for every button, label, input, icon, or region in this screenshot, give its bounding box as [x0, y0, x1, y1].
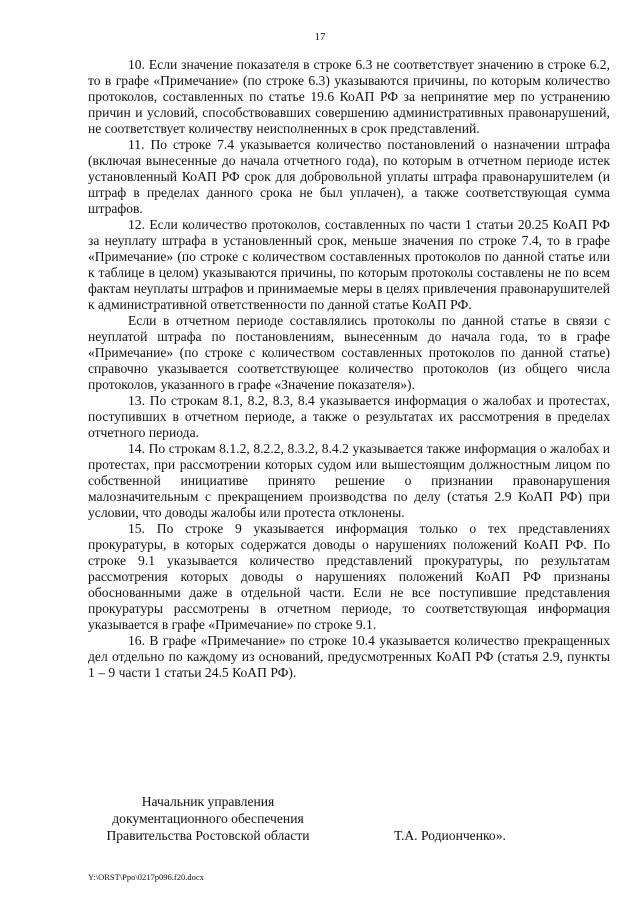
paragraph-16: 16. В графе «Примечание» по строке 10.4 указывается количество прекращенных дел отдельно по каждому из оснований, предусмотренных КоАП РФ (статья 2.9, пункты 1 – 9 части 1 статьи 24.5 КоАП РФ). — [88, 633, 610, 680]
document-body — [88, 57, 610, 681]
signatory-position-line-3: Правительства Ростовской области — [106, 828, 310, 843]
paragraph-13: 13. По строкам 8.1, 8.2, 8.3, 8.4 указывается информация о жалобах и протестах, поступивших в отчетном периоде, а также о результатах их рассмотрения в пределах отчетного периода. — [88, 393, 610, 440]
paragraph-15: 15. По строке 9 указывается информация только о тех представлениях прокуратуры, в которых содержатся доводы о нарушениях положений КоАП РФ. По строке 9.1 указывается количество представлений прокуратуры, по результатам рассмотрения которых доводы о нарушениях положений КоАП РФ признаны обоснованными даже в отдельной части. Если не все поступившие представления прокуратуры рассмотрены в отчетном периоде, то соответствующая информация указывается в графе «Примечание» по строке 9.1. — [88, 521, 610, 632]
paragraph-12: 12. Если количество протоколов, составленных по части 1 статьи 20.25 КоАП РФ за неуплату штрафа в установленный срок, меньше значения по строке 7.4, то в графе «Примечание» (по строке с количеством составленных протоколов по данной статье или к таблице в целом) указываются причины, по которым протоколы составлены не по всем фактам неуплаты штрафов и принимаемые меры в целях привлечения правонарушителей к административной ответственности по данной статье КоАП РФ. — [88, 217, 610, 312]
signatory-position-line-2: документационного обеспечения — [112, 811, 304, 826]
paragraph-12-continued: Если в отчетном периоде составлялись протоколы по данной статье в связи с неуплатой штрафа по постановлениям, вынесенным до начала года, то в графе «Примечание» (по строке с количеством составленных протоколов по данной статье) справочно указывается соответствующее количество протоколов (из общего числа протоколов, указанного в графе «Значение показателя»). — [88, 313, 610, 392]
page-number: 17 — [314, 31, 326, 43]
file-path-footer: Y:\ORST\Ppo\0217p096.f20.docx — [88, 872, 204, 882]
paragraph-14: 14. По строкам 8.1.2, 8.2.2, 8.3.2, 8.4.2 указывается также информация о жалобах и протестах, при рассмотрении которых судом или вышестоящим должностным лицом по собственной инициативе принято решение о признании правонарушения малозначительным с прекращением производства по делу (статья 2.9 КоАП РФ) при условии, что доводы жалобы или протеста отклонены. — [88, 441, 610, 520]
signatory-name: Т.А. Родионченко». — [394, 828, 506, 843]
signatory-position-line-1: Начальник управления — [141, 794, 275, 809]
paragraph-10: 10. Если значение показателя в строке 6.3 не соответствует значению в строке 6.2, то в графе «Примечание» (по строке 6.3) указываются причины, по которым количество протоколов, составленных по статье 19.6 КоАП РФ за непринятие мер по устранению причин и условий, способствовавших совершению административных правонарушений, не соответствует количеству неисполненных в срок представлений. — [88, 57, 610, 136]
paragraph-11: 11. По строке 7.4 указывается количество постановлений о назначении штрафа (включая вынесенные до начала отчетного года), по которым в отчетном периоде истек установленный КоАП РФ срок для добровольной уплаты штрафа правонарушителем (и штраф в пределах данного срока не был уплачен), а также соответствующая сумма штрафов. — [88, 137, 610, 216]
